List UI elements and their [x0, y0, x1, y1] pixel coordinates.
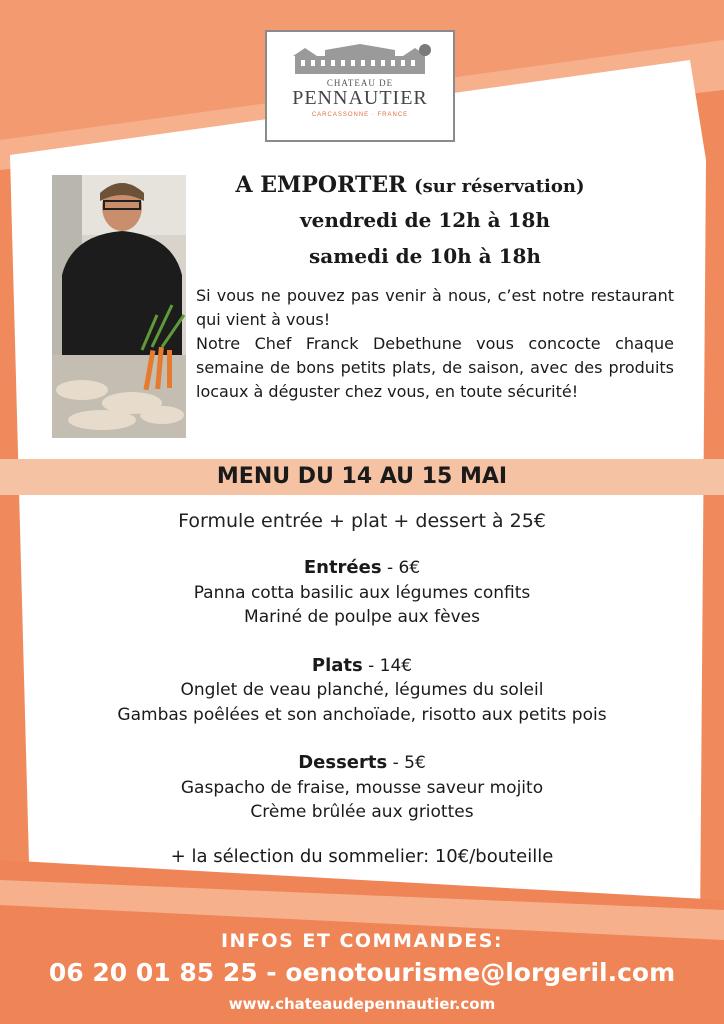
chateau-logo [265, 30, 455, 142]
menu-title: MENU DU 14 AU 15 MAI [0, 459, 724, 495]
desserts-item-1: Gaspacho de fraise, mousse saveur mojito [180, 778, 544, 798]
plats-heading [0, 655, 724, 676]
intro-paragraph-2: Notre Chef Franck Debethune vous concocte chaque semaine de bons petits plats, de saison, avec des produits locaux à déguster chez vous, en toute sécurité! [196, 334, 674, 401]
intro-text [196, 284, 674, 404]
plats-label: Plats [311, 655, 363, 676]
footer-infos: INFOS ET COMMANDES: [220, 930, 503, 952]
chateau-building-icon [285, 42, 435, 76]
entrees-price: - 6€ [381, 558, 421, 578]
hours-friday: vendredi de 12h à 18h [300, 208, 550, 232]
desserts-price: - 5€ [387, 753, 426, 773]
chef-photo [52, 175, 186, 438]
logo-line3: CARCASSONNE · FRANCE [311, 112, 409, 118]
footer-website[interactable]: www.chateaudepennautier.com [228, 995, 496, 1013]
footer-contact[interactable]: 06 20 01 85 25 - oenotourisme@lorgeril.com [48, 958, 676, 987]
entrees-item-2: Mariné de poulpe aux fèves [244, 607, 480, 627]
menu-formule: Formule entrée + plat + dessert à 25€ [178, 510, 546, 532]
desserts-heading [0, 752, 724, 773]
plats-item-1: Onglet de veau planché, légumes du soleil [180, 680, 544, 700]
takeaway-title [190, 172, 630, 198]
plats-price: - 14€ [362, 656, 413, 676]
entrees-label: Entrées [303, 557, 382, 578]
desserts-label: Desserts [298, 752, 388, 773]
plats-item-2: Gambas poêlées et son anchoïade, risotto aux petits pois [117, 705, 607, 725]
logo-line2: PENNAUTIER [292, 87, 428, 109]
intro-paragraph-1: Si vous ne pouvez pas venir à nous, c’est notre restaurant qui vient à vous! [196, 286, 674, 329]
takeaway-title-main: A EMPORTER [235, 172, 407, 198]
entrees-heading [0, 557, 724, 578]
takeaway-title-sub: (sur réservation) [414, 176, 585, 197]
sommelier-selection: + la sélection du sommelier: 10€/bouteille [170, 846, 554, 867]
entrees-item-1: Panna cotta basilic aux légumes confits [193, 583, 531, 603]
logo-line1: CHATEAU DE [326, 78, 394, 88]
chef-photo-illustration [52, 175, 186, 438]
desserts-item-2: Crème brûlée aux griottes [250, 802, 474, 822]
hours-saturday: samedi de 10h à 18h [309, 244, 541, 268]
